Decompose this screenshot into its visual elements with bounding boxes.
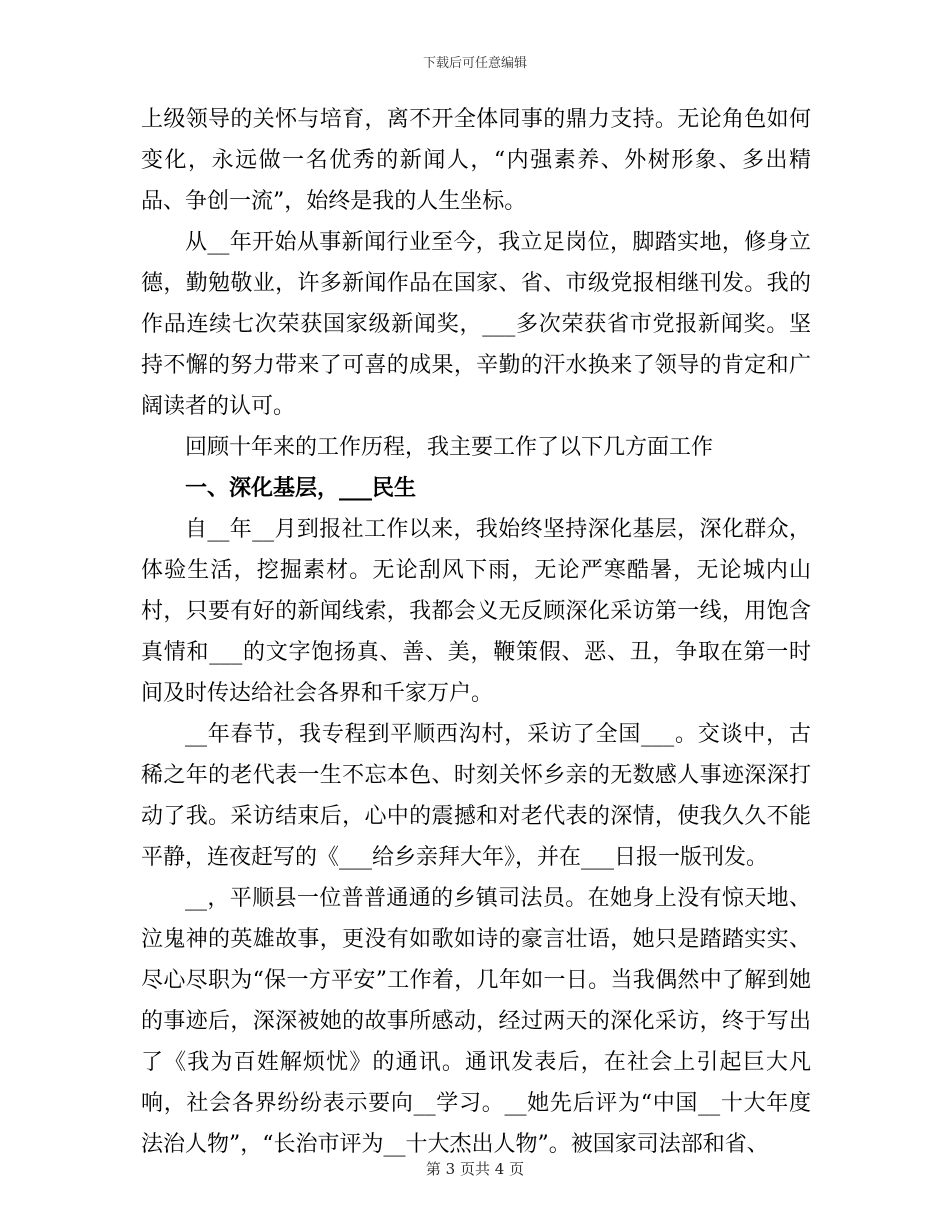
paragraph-judicial-officer: __，平顺县一位普普通通的乡镇司法员。在她身上没有惊天地、泣鬼神的英雄故事，更没有如歌如诗的豪言壮语，她只是踏踏实实、尽心尽职为“保一方平安”工作着，几年如一日。当我偶然中了解到她的事迹后，深深被她的故事所感动，经过两天的深化采访，终于写出了《我为百姓解烦忧》的通讯。通讯发表后，在社会上引起巨大凡响，社会各界纷纷表示要向__学习。__她先后评为“中国__十大年度法治人物”，“长治市评为__十大杰出人物”。被国家司法部和省、 <box>141 886 811 1157</box>
paragraph-spring-festival: __年春节，我专程到平顺西沟村，采访了全国___。交谈中，古稀之年的老代表一生不忘本色、时刻关怀乡亲的无数感人事迹深深打动了我。采访结束后，心中的震撼和对老代表的深情，使我久久不能平静，连夜赶写的《___给乡亲拜大年》，并在___日报一版刊发。 <box>141 722 811 870</box>
section-heading: 一、深化基层，___民生 <box>185 476 417 501</box>
page-header: 下载后可任意编辑 <box>422 56 527 71</box>
paragraph-career: 从__年开始从事新闻行业至今，我立足岗位，脚踏实地，修身立德，勤勉敬业，许多新闻作品在国家、省、市级党报相继刊发。我的作品连续七次荣获国家级新闻奖，___多次荣获省市党报新闻奖。坚持不懈的努力带来了可喜的成果，辛勤的汗水换来了领导的肯定和广阔读者的认可。 <box>141 230 811 419</box>
paragraph-continuation: 上级领导的关怀与培育，离不开全体同事的鼎力支持。无论角色如何变化，永远做一名优秀的新闻人，“内强素养、外树形象、多出精品、争创一流”，始终是我的人生坐标。 <box>141 107 811 214</box>
paragraph-review: 回顾十年来的工作历程，我主要工作了以下几方面工作 <box>185 435 714 460</box>
page-number: 第 3 页共 4 页 <box>425 1160 525 1178</box>
document-body <box>141 99 811 1165</box>
paragraph-grassroots: 自__年__月到报社工作以来，我始终坚持深化基层，深化群众，体验生活，挖掘素材。无论刮风下雨，无论严寒酷暑，无论城内山村，只要有好的新闻线索，我都会义无反顾深化采访第一线，用饱含真情和___的文字饱扬真、善、美，鞭策假、恶、丑，争取在第一时间及时传达给社会各界和千家万户。 <box>141 517 811 706</box>
